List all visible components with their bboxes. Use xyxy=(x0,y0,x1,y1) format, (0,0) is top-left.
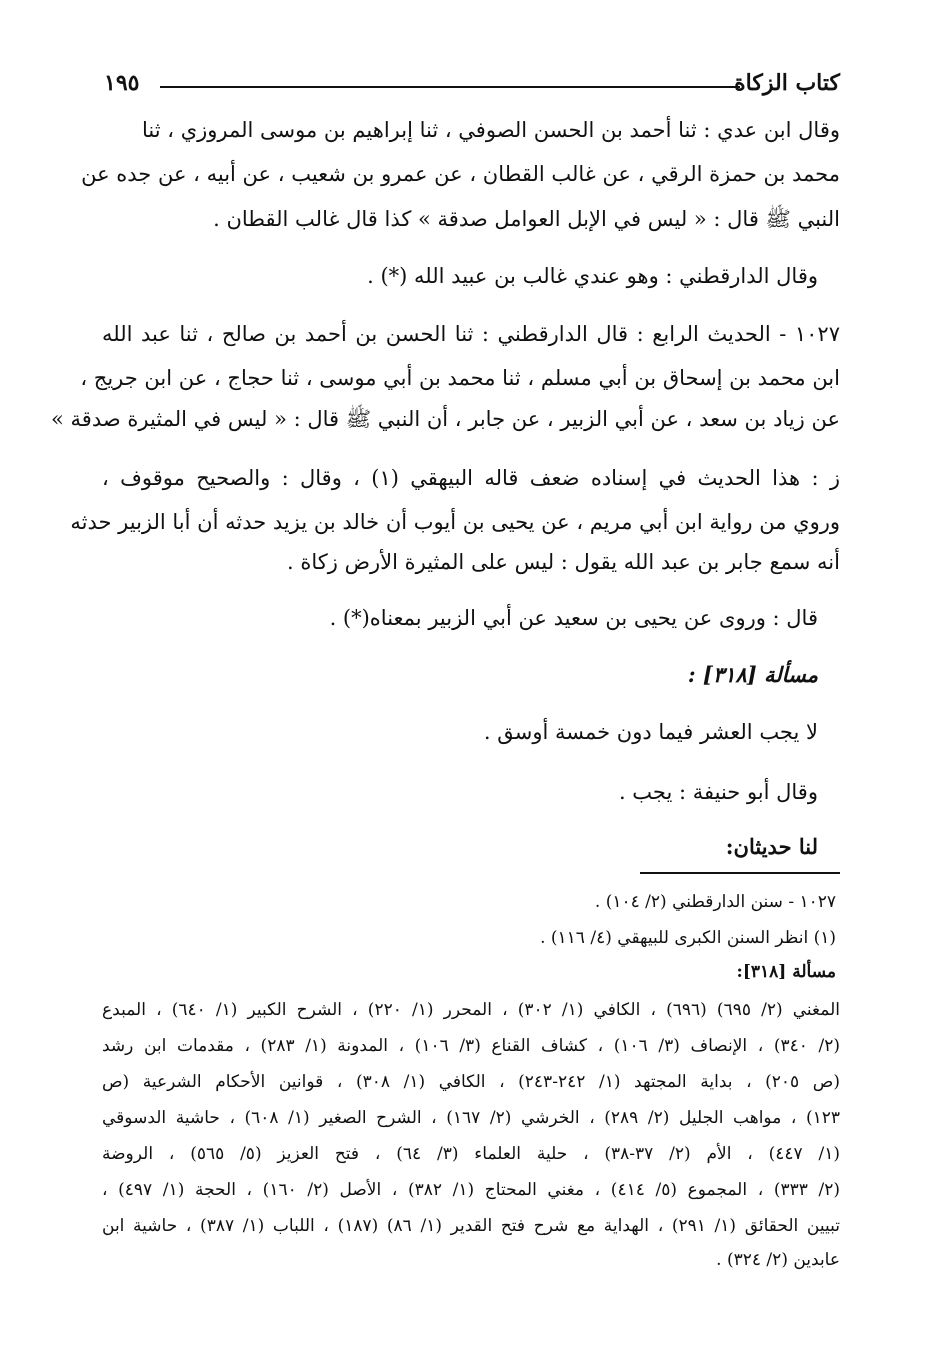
hadith-heading-line: ١٠٢٧ - الحديث الرابع : قال الدارقطني : ثنا الحسن بن أحمد بن صالح ، ثنا عبد الله xyxy=(102,322,840,346)
masala-heading: مسألة [٣١٨] : xyxy=(687,662,818,687)
footnote-line: تبيين الحقائق (١/ ٢٩١) ، الهداية مع شرح فتح القدير (١/ ٨٦) (١٨٧) ، اللباب (١/ ٣٨٧) ، حاشية ابن xyxy=(102,1216,840,1236)
text-line: ابن محمد بن إسحاق بن أبي مسلم ، ثنا محمد بن أبي موسى ، ثنا حجاج ، عن ابن جريج ، xyxy=(80,366,840,390)
footnote-line: (١) انظر السنن الكبرى للبيهقي (٤/ ١١٦) . xyxy=(540,928,836,948)
footnote-line: (ص ٢٠٥) ، بداية المجتهد (١/ ٢٤٢-٢٤٣) ، الكافي (١/ ٣٠٨) ، قوانين الأحكام الشرعية (ص xyxy=(102,1072,840,1092)
text-line: قال : وروى عن يحيى بن سعيد عن أبي الزبير بمعناه(*) . xyxy=(329,606,818,630)
text-line: وروي من رواية ابن أبي مريم ، عن يحيى بن أيوب أن خالد بن يزيد حدثه أن أبا الزبير حدثه xyxy=(70,510,840,534)
footnote-heading: مسألة [٣١٨]: xyxy=(736,962,836,982)
text-line: النبي ﷺ قال : « ليس في الإبل العوامل صدقة » كذا قال غالب القطان . xyxy=(213,207,840,231)
text-line: وقال الدارقطني : وهو عندي غالب بن عبيد الله (*) . xyxy=(367,264,818,288)
text-line: ز : هذا الحديث في إسناده ضعف قاله البيهقي (١) ، وقال : والصحيح موقوف ، xyxy=(102,466,841,490)
text-line: لا يجب العشر فيما دون خمسة أوسق . xyxy=(483,720,818,744)
text-line: لنا حديثان: xyxy=(725,834,818,859)
footnote-line: (٢/ ٣٣٣) ، المجموع (٥/ ٤١٤) ، مغني المحتاج (١/ ٣٨٢) ، الأصل (٢/ ١٦٠) ، الحجة (١/ ٤٩٧) ، xyxy=(102,1180,841,1200)
footnote-line: (١/ ٤٤٧) ، الأم (٢/ ٣٧-٣٨) ، حلية العلماء (٣/ ٦٤) ، فتح العزيز (٥/ ٥٦٥) ، الروضة xyxy=(102,1144,840,1164)
header-rule xyxy=(160,86,740,88)
footnote-rule xyxy=(640,872,840,874)
text-line: محمد بن حمزة الرقي ، عن غالب القطان ، عن عمرو بن شعيب ، عن أبيه ، عن جده عن xyxy=(81,162,840,186)
text-line: وقال ابن عدي : ثنا أحمد بن الحسن الصوفي ، ثنا إبراهيم بن موسى المروزي ، ثنا xyxy=(141,118,840,142)
footnote-line: ١٠٢٧ - سنن الدارقطني (٢/ ١٠٤) . xyxy=(594,892,836,912)
footnote-line: (٢/ ٣٤٠) ، الإنصاف (٣/ ١٠٦) ، كشاف القناع (٣/ ١٠٦) ، المدونة (١/ ٢٨٣) ، مقدمات ابن رشد xyxy=(102,1036,840,1056)
text-line: عن زياد بن سعد ، عن أبي الزبير ، عن جابر ، أن النبي ﷺ قال : « ليس في المثيرة صدقة » xyxy=(51,407,840,431)
footnote-line: المغني (٢/ ٦٩٥) (٦٩٦) ، الكافي (١/ ٣٠٢) ، المحرر (١/ ٢٢٠) ، الشرح الكبير (١/ ٦٤٠) ، المبدع xyxy=(102,1000,840,1020)
footnote-line: ١٢٣) ، مواهب الجليل (٢/ ٢٨٩) ، الخرشي (٢/ ١٦٧) ، الشرح الصغير (١/ ٦٠٨) ، حاشية الدسوقي xyxy=(102,1108,840,1128)
footnote-line: عابدين (٢/ ٣٢٤) . xyxy=(716,1250,840,1270)
running-title: كتاب الزكاة xyxy=(734,70,840,96)
page-header xyxy=(104,70,840,104)
text-line: أنه سمع جابر بن عبد الله يقول : ليس على المثيرة الأرض زكاة . xyxy=(287,550,840,574)
page-number: ١٩٥ xyxy=(104,70,140,96)
text-line: وقال أبو حنيفة : يجب . xyxy=(618,780,818,804)
